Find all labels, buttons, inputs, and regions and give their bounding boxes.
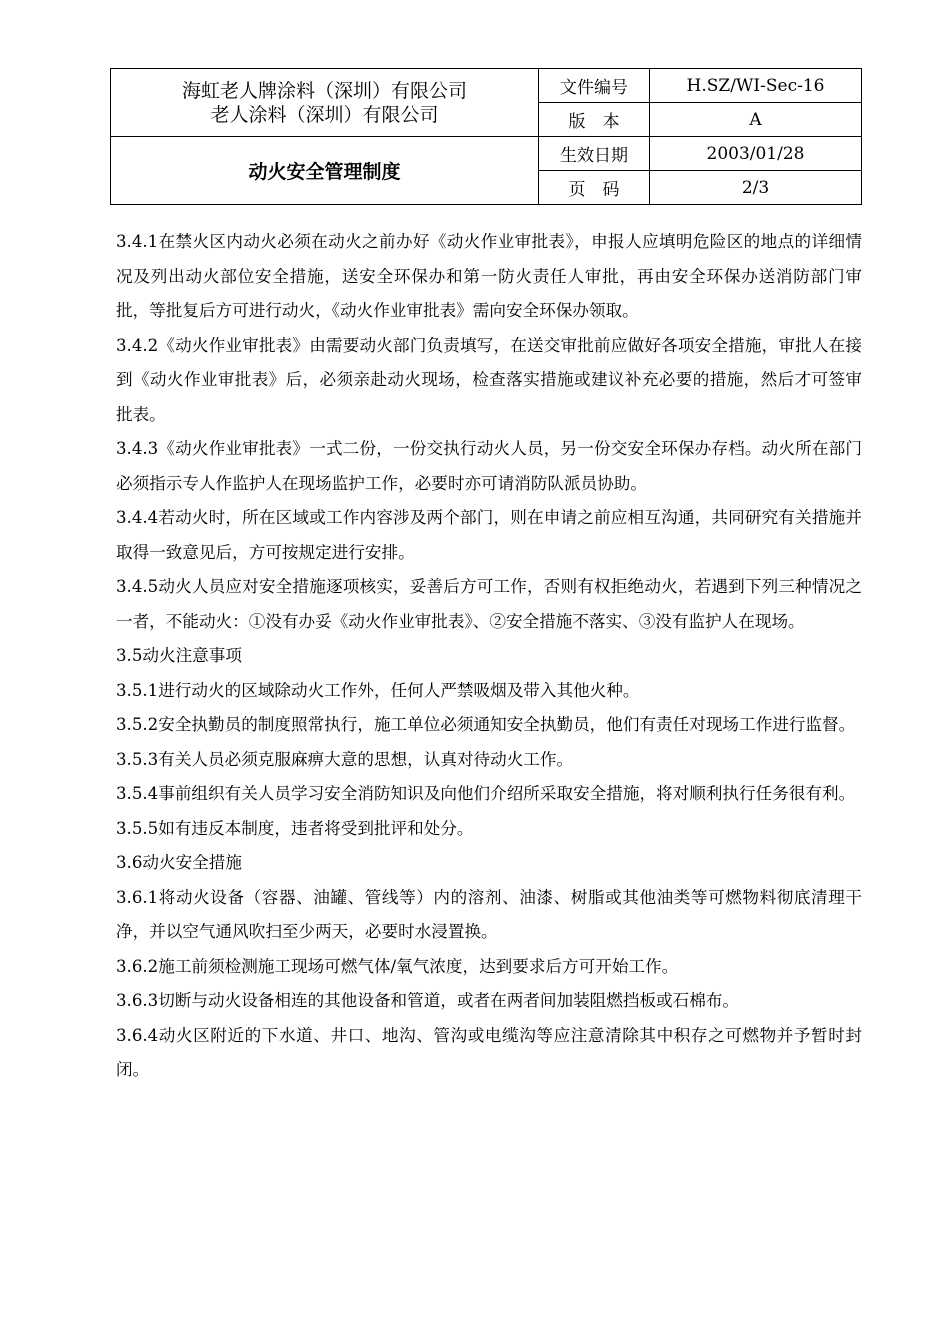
company-name-cell bbox=[111, 69, 539, 137]
paragraph-3-6-4: 3.6.4动火区附近的下水道、井口、地沟、管沟或电缆沟等应注意清除其中积存之可燃物并予暂时封闭。 bbox=[116, 1025, 862, 1079]
paragraph-3-6-2: 3.6.2施工前须检测施工现场可燃气体/氧气浓度，达到要求后方可开始工作。 bbox=[116, 956, 679, 976]
paragraph-3-5-5: 3.5.5如有违反本制度，违者将受到批评和处分。 bbox=[116, 818, 474, 838]
paragraph-3-4-5: 3.4.5动火人员应对安全措施逐项核实，妥善后方可工作，否则有权拒绝动火，若遇到下列三种情况之一者，不能动火：①没有办妥《动火作业审批表》、②安全措施不落实、③没有监护人在现场。 bbox=[116, 577, 862, 631]
section-heading-3-6: 3.6动火安全措施 bbox=[116, 853, 242, 872]
paragraph-3-4-4: 3.4.4若动火时，所在区域或工作内容涉及两个部门，则在申请之前应相互沟通，共同研究有关措施并取得一致意见后，方可按规定进行安排。 bbox=[116, 508, 862, 562]
paragraph-3-5-3: 3.5.3有关人员必须克服麻痹大意的思想，认真对待动火工作。 bbox=[116, 749, 574, 769]
field-label-page: 页 码 bbox=[539, 171, 650, 205]
paragraph-3-5-1: 3.5.1进行动火的区域除动火工作外，任何人严禁吸烟及带入其他火种。 bbox=[116, 680, 640, 700]
field-value-page: 2/3 bbox=[650, 171, 862, 205]
paragraph-3-4-1: 3.4.1在禁火区内动火必须在动火之前办好《动火作业审批表》，申报人应填明危险区的地点的详细情况及列出动火部位安全措施，送安全环保办和第一防火责任人审批，再由安全环保办送消防部门审批，等批复后方可进行动火，《动火作业审批表》需向安全环保办领取。 bbox=[116, 232, 862, 320]
paragraph-3-4-3: 3.4.3《动火作业审批表》一式二份，一份交执行动火人员，另一份交安全环保办存档。动火所在部门必须指示专人作监护人在现场监护工作，必要时亦可请消防队派员协助。 bbox=[116, 439, 862, 493]
field-value-effective-date: 2003/01/28 bbox=[650, 137, 862, 171]
company-name-line1: 海虹老人牌涂料（深圳）有限公司 bbox=[181, 79, 467, 102]
field-label-effective-date: 生效日期 bbox=[539, 137, 650, 171]
paragraph-3-5-2: 3.5.2安全执勤员的制度照常执行，施工单位必须通知安全执勤员，他们有责任对现场工作进行监督。 bbox=[116, 715, 856, 734]
field-value-doc-number: H.SZ/WI-Sec-16 bbox=[650, 69, 862, 103]
paragraph-3-4-2: 3.4.2《动火作业审批表》由需要动火部门负责填写，在送交审批前应做好各项安全措施，审批人在接到《动火作业审批表》后，必须亲赴动火现场，检查落实措施或建议补充必要的措施，然后才可签审批表。 bbox=[116, 335, 862, 424]
document-body bbox=[116, 225, 862, 1088]
document-header-table bbox=[110, 68, 862, 205]
document-title: 动火安全管理制度 bbox=[111, 137, 539, 205]
field-value-version: A bbox=[650, 103, 862, 137]
paragraph-3-5-4: 3.5.4事前组织有关人员学习安全消防知识及向他们介绍所采取安全措施，将对顺利执行任务很有利。 bbox=[116, 784, 856, 803]
section-heading-3-5: 3.5动火注意事项 bbox=[116, 646, 242, 665]
paragraph-3-6-1: 3.6.1将动火设备（容器、油罐、管线等）内的溶剂、油漆、树脂或其他油类等可燃物料彻底清理干净，并以空气通风吹扫至少两天，必要时水浸置换。 bbox=[116, 887, 862, 941]
company-name-line2: 老人涂料（深圳）有限公司 bbox=[210, 103, 439, 126]
field-label-version: 版 本 bbox=[539, 103, 650, 137]
field-label-doc-number: 文件编号 bbox=[539, 69, 650, 103]
paragraph-3-6-3: 3.6.3切断与动火设备相连的其他设备和管道，或者在两者间加装阻燃挡板或石棉布。 bbox=[116, 991, 740, 1010]
